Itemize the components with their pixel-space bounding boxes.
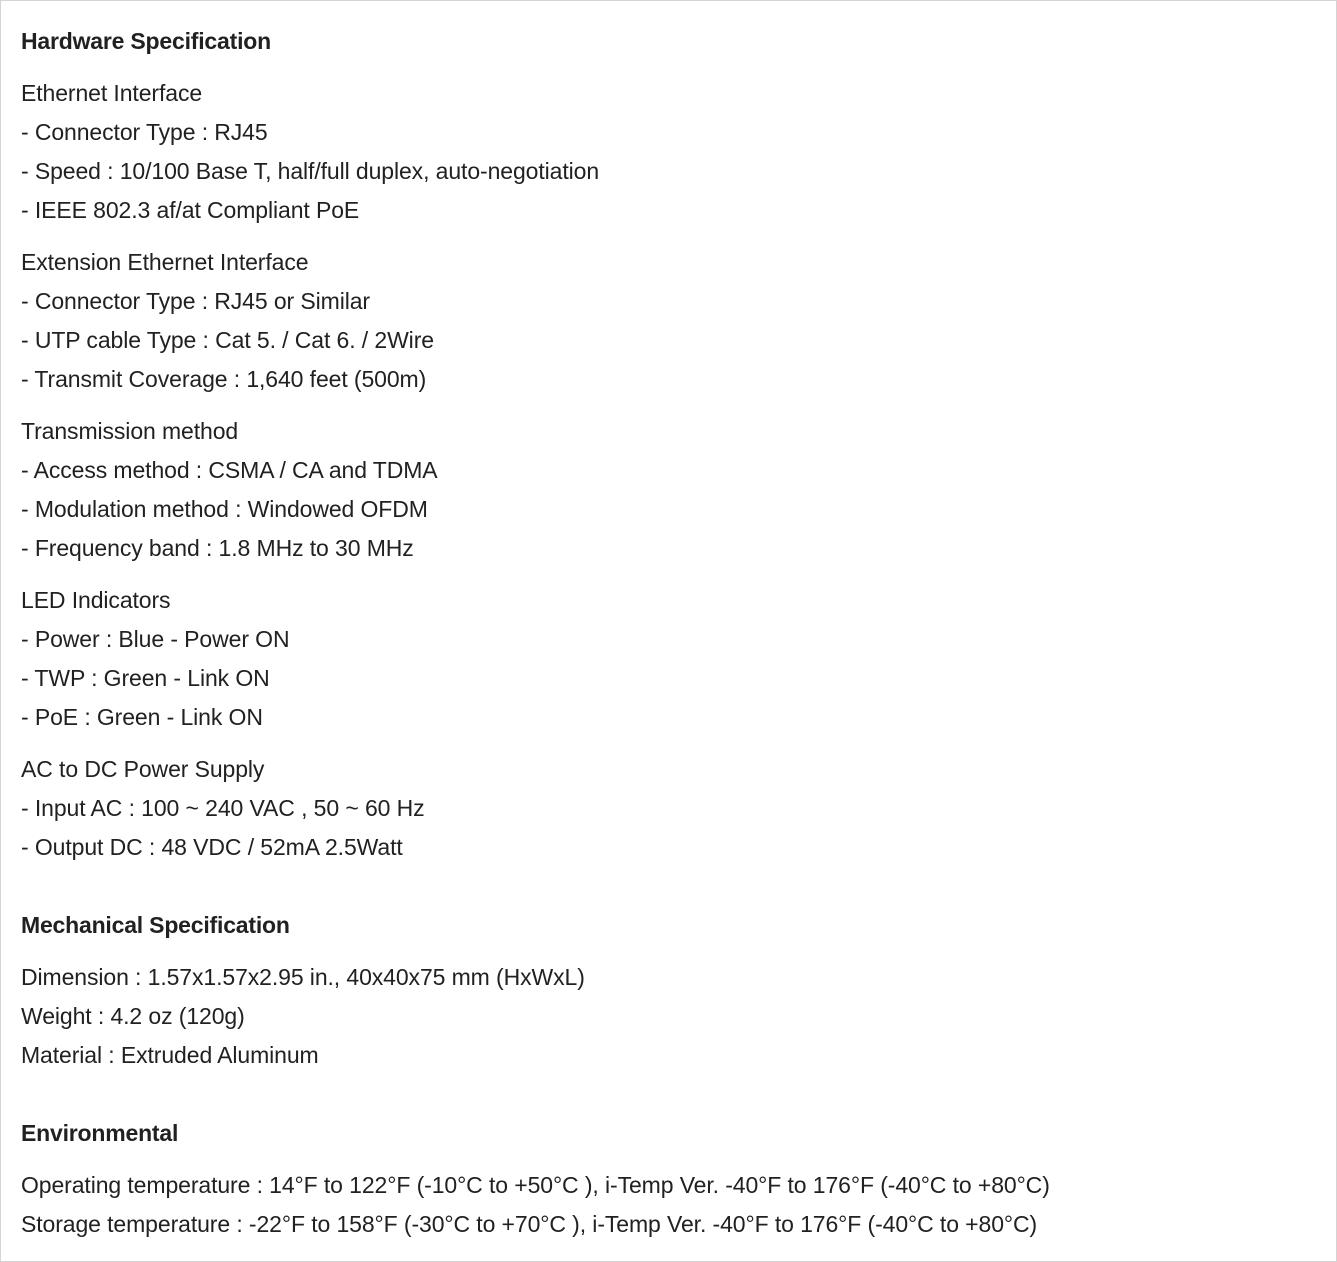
spec-item: - Output DC : 48 VDC / 52mA 2.5Watt [21, 834, 403, 860]
spec-item: - Frequency band : 1.8 MHz to 30 MHz [21, 535, 414, 561]
power-title: AC to DC Power Supply [21, 756, 265, 782]
spec-item: - Connector Type : RJ45 or Similar [21, 288, 370, 314]
environmental-heading: Environmental [21, 1120, 179, 1146]
led-title: LED Indicators [21, 587, 171, 613]
hardware-heading: Hardware Specification [21, 28, 271, 54]
spec-item: - Power : Blue - Power ON [21, 626, 290, 652]
spec-item: - Input AC : 100 ~ 240 VAC , 50 ~ 60 Hz [21, 795, 425, 821]
spec-item: - IEEE 802.3 af/at Compliant PoE [21, 197, 360, 223]
spec-item: - PoE : Green - Link ON [21, 704, 263, 730]
extension-title: Extension Ethernet Interface [21, 249, 309, 275]
spec-item: - Transmit Coverage : 1,640 feet (500m) [21, 366, 427, 392]
spec-item: - Speed : 10/100 Base T, half/full duplex, auto-negotiation [21, 158, 600, 184]
spec-item: Storage temperature : -22°F to 158°F (-30°C to +70°C ), i-Temp Ver. -40°F to 176°F (-40°C to +80°C) [21, 1211, 1038, 1237]
spec-item: - UTP cable Type : Cat 5. / Cat 6. / 2Wire [21, 327, 434, 353]
spec-item: - TWP : Green - Link ON [21, 665, 270, 691]
spec-item: Material : Extruded Aluminum [21, 1042, 319, 1068]
spec-item: - Connector Type : RJ45 [21, 119, 268, 145]
mechanical-heading: Mechanical Specification [21, 912, 290, 938]
spec-item: Operating temperature : 14°F to 122°F (-10°C to +50°C ), i-Temp Ver. -40°F to 176°F (-40°C to +80°C) [21, 1172, 1050, 1198]
spec-item: - Access method : CSMA / CA and TDMA [21, 457, 438, 483]
spec-item: Dimension : 1.57x1.57x2.95 in., 40x40x75 mm (HxWxL) [21, 964, 585, 990]
ethernet-title: Ethernet Interface [21, 80, 203, 106]
transmission-title: Transmission method [21, 418, 239, 444]
spec-item: Weight : 4.2 oz (120g) [21, 1003, 245, 1029]
spec-item: - Modulation method : Windowed OFDM [21, 496, 428, 522]
